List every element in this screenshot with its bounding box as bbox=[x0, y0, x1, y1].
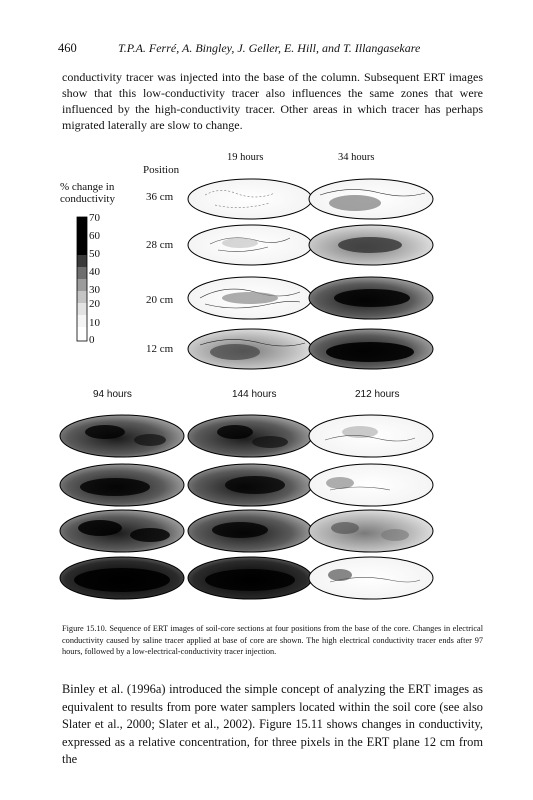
position-label-28cm: 28 cm bbox=[146, 239, 174, 251]
ert-images-94-hours bbox=[60, 415, 184, 599]
time-label-34-hours: 34 hours bbox=[338, 152, 375, 163]
time-label-144-hours: 144 hours bbox=[232, 389, 277, 400]
legend-title-line2: conductivity bbox=[60, 193, 115, 205]
intro-paragraph: conductivity tracer was injected into the base of the column. Subsequent ERT images show that this low-conductivity tracer also influences the same zones that were influenced by the high-conductivity tracer. Other areas in which tracer has perhaps migrated laterally are slow to change. bbox=[62, 70, 483, 132]
time-label-94-hours: 94 hours bbox=[93, 389, 132, 400]
page-number: 460 bbox=[58, 41, 77, 55]
ert-images-34-hours bbox=[309, 179, 433, 369]
running-head-authors: T.P.A. Ferré, A. Bingley, J. Geller, E. Hill, and T. Illangasekare bbox=[118, 41, 421, 55]
ert-images-19-hours bbox=[188, 179, 312, 369]
position-label-12cm: 12 cm bbox=[146, 343, 174, 355]
legend-value-70: 70 bbox=[89, 212, 100, 224]
ert-images-212-hours bbox=[309, 415, 433, 599]
legend-value-20: 20 bbox=[89, 298, 100, 310]
position-label-20cm: 20 cm bbox=[146, 294, 174, 306]
legend-value-0: 0 bbox=[89, 334, 95, 346]
time-label-19-hours: 19 hours bbox=[227, 152, 264, 163]
legend-value-10: 10 bbox=[89, 317, 100, 329]
legend-value-30: 30 bbox=[89, 284, 100, 296]
legend-value-40: 40 bbox=[89, 266, 100, 278]
legend-title-line1: % change in bbox=[60, 181, 115, 193]
time-label-212-hours: 212 hours bbox=[355, 389, 400, 400]
legend-value-50: 50 bbox=[89, 248, 100, 260]
ert-images-144-hours bbox=[188, 415, 312, 599]
figure-caption: Figure 15.10. Sequence of ERT images of soil-core sections at four positions from the base of the core. Changes in electrical conductivity caused by saline tracer applied at base of core are shown. The high electrical conductivity tracer ends after 97 hours, followed by a low-electrical-conductivity tracer injection. bbox=[62, 624, 483, 656]
legend-color-bar bbox=[77, 217, 87, 341]
body-paragraph: Binley et al. (1996a) introduced the simple concept of analyzing the ERT images as equivalent to results from pore water samplers located within the soil core (see also Slater et al., 2000; Slater et al., 2002). Figure 15.11 shows changes in conductivity, expressed as a relative concentration, for three pixels in the ERT plane 12 cm from the bbox=[62, 682, 483, 766]
position-heading: Position bbox=[143, 164, 180, 176]
position-label-36cm: 36 cm bbox=[146, 191, 174, 203]
legend-value-60: 60 bbox=[89, 230, 100, 242]
